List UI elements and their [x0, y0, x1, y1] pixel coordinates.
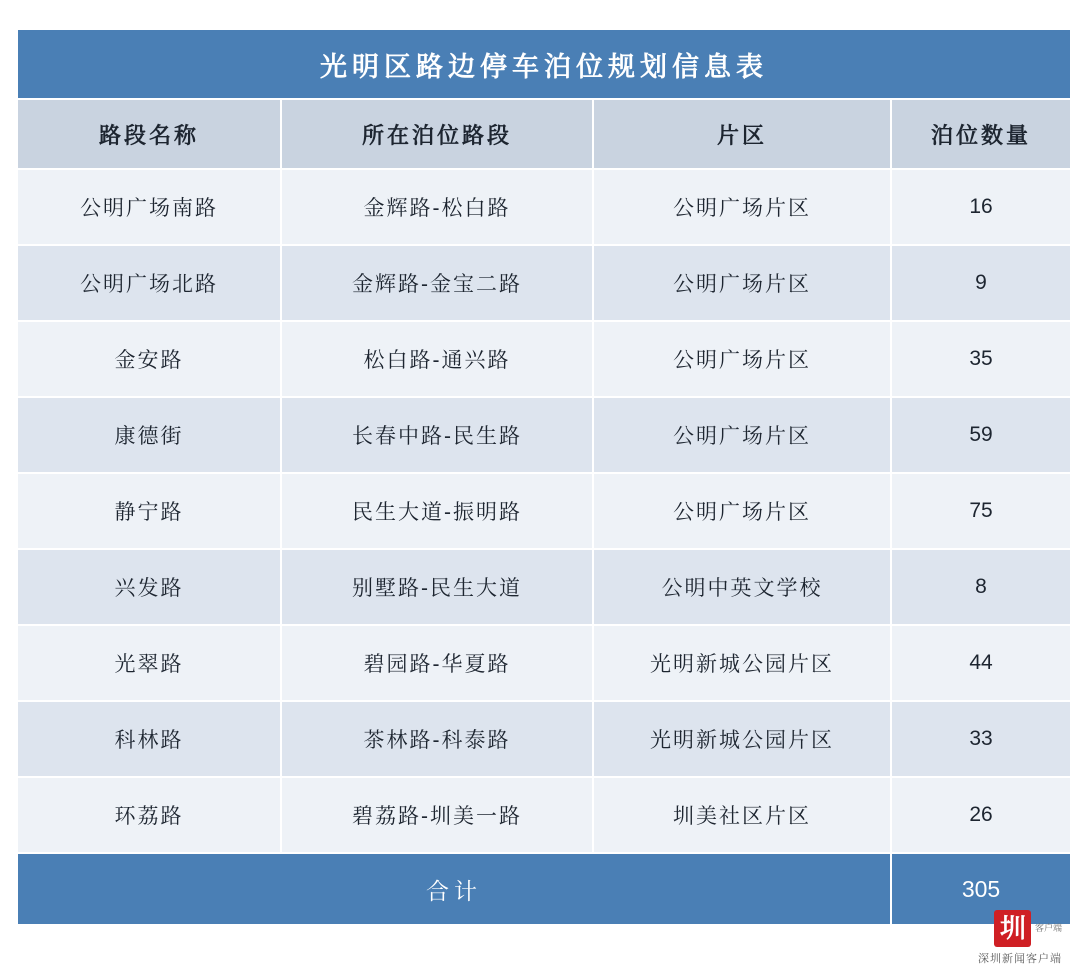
- table-row: [18, 246, 1070, 320]
- table-row: [18, 398, 1070, 472]
- watermark: [930, 908, 1062, 966]
- column-header-section: 所在泊位路段: [282, 100, 592, 168]
- watermark-logo: [994, 910, 1062, 947]
- cell-area: 光明新城公园片区: [594, 626, 890, 700]
- shenzhen-badge-icon: 圳: [994, 910, 1031, 947]
- cell-count: 59: [892, 398, 1070, 472]
- table-row: [18, 702, 1070, 776]
- table-title-row: [18, 30, 1070, 98]
- parking-table: [16, 28, 1072, 926]
- cell-area: 公明广场片区: [594, 246, 890, 320]
- table-row: [18, 778, 1070, 852]
- cell-area: 光明新城公园片区: [594, 702, 890, 776]
- cell-area: 公明广场片区: [594, 170, 890, 244]
- cell-area: 公明广场片区: [594, 322, 890, 396]
- cell-road: 康德街: [18, 398, 280, 472]
- cell-count: 75: [892, 474, 1070, 548]
- column-header-road: 路段名称: [18, 100, 280, 168]
- cell-area: 公明广场片区: [594, 474, 890, 548]
- column-header-area: 片区: [594, 100, 890, 168]
- cell-section: 别墅路-民生大道: [282, 550, 592, 624]
- cell-count: 8: [892, 550, 1070, 624]
- total-label: 合计: [18, 854, 890, 924]
- page-title: 光明区路边停车泊位规划信息表: [18, 30, 1070, 98]
- cell-road: 光翠路: [18, 626, 280, 700]
- cell-road: 公明广场南路: [18, 170, 280, 244]
- cell-count: 44: [892, 626, 1070, 700]
- total-value: 305: [892, 854, 1070, 924]
- table-row: [18, 322, 1070, 396]
- column-header-count: 泊位数量: [892, 100, 1070, 168]
- table-row: [18, 626, 1070, 700]
- cell-count: 9: [892, 246, 1070, 320]
- table-total-row: [18, 854, 1070, 924]
- cell-count: 16: [892, 170, 1070, 244]
- table-row: [18, 474, 1070, 548]
- cell-road: 公明广场北路: [18, 246, 280, 320]
- cell-road: 科林路: [18, 702, 280, 776]
- table-row: [18, 170, 1070, 244]
- parking-table-sheet: [16, 28, 1064, 926]
- cell-area: 公明中英文学校: [594, 550, 890, 624]
- cell-road: 金安路: [18, 322, 280, 396]
- cell-area: 圳美社区片区: [594, 778, 890, 852]
- cell-section: 茶林路-科泰路: [282, 702, 592, 776]
- cell-section: 金辉路-松白路: [282, 170, 592, 244]
- watermark-caption: 深圳新闻客户端: [978, 953, 1062, 965]
- cell-section: 长春中路-民生路: [282, 398, 592, 472]
- cell-road: 静宁路: [18, 474, 280, 548]
- cell-section: 民生大道-振明路: [282, 474, 592, 548]
- cell-count: 35: [892, 322, 1070, 396]
- cell-road: 兴发路: [18, 550, 280, 624]
- table-row: [18, 550, 1070, 624]
- cell-area: 公明广场片区: [594, 398, 890, 472]
- table-header-row: [18, 100, 1070, 168]
- cell-section: 金辉路-金宝二路: [282, 246, 592, 320]
- cell-road: 环荔路: [18, 778, 280, 852]
- cell-section: 碧荔路-圳美一路: [282, 778, 592, 852]
- cell-count: 33: [892, 702, 1070, 776]
- cell-count: 26: [892, 778, 1070, 852]
- watermark-side-text: 客户端: [1034, 922, 1062, 933]
- cell-section: 碧园路-华夏路: [282, 626, 592, 700]
- cell-section: 松白路-通兴路: [282, 322, 592, 396]
